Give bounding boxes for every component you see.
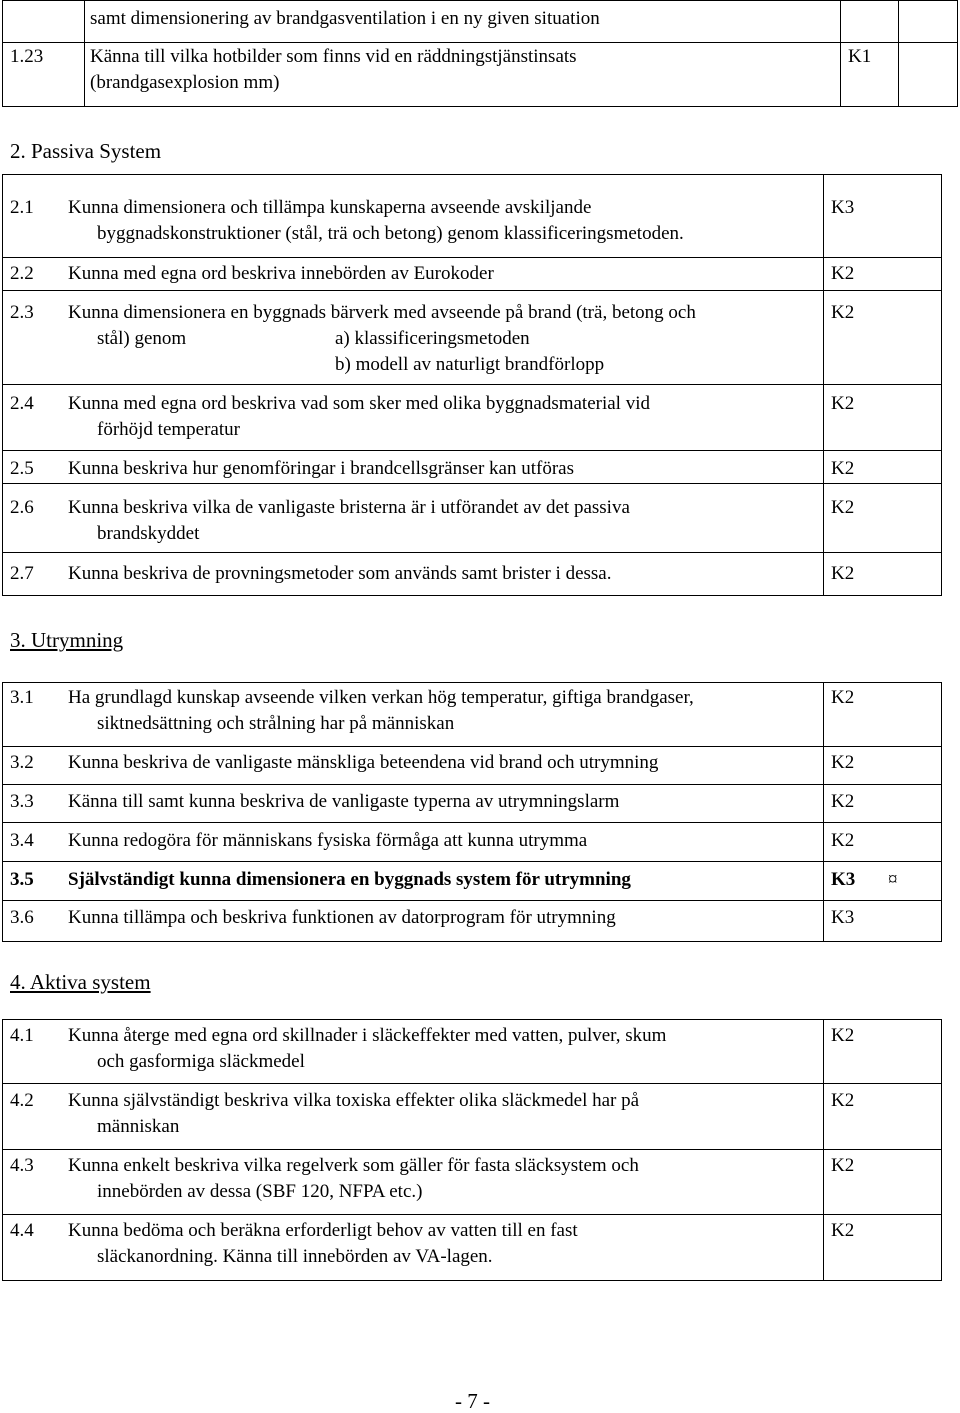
table-cell-text: Självständigt kunna dimensionera en byggnads system för utrymning xyxy=(68,869,631,890)
table-row-level: K2 xyxy=(831,1155,855,1176)
table-divider xyxy=(2,384,942,385)
table-cell-text: och gasformiga släckmedel xyxy=(97,1051,305,1072)
section-heading: 2. Passiva System xyxy=(10,139,162,163)
table-divider xyxy=(823,1019,824,1281)
table-row-id: 2.5 xyxy=(10,458,34,479)
table-divider xyxy=(2,1083,942,1084)
table-cell-text: Kunna beskriva vilka de vanligaste bristerna är i utförandet av det passiva xyxy=(68,497,630,518)
table-row-id: 3.3 xyxy=(10,791,34,812)
table-row-id: 3.6 xyxy=(10,907,34,928)
table-divider xyxy=(2,483,942,484)
table-divider xyxy=(840,0,841,107)
table-cell-text: Känna till vilka hotbilder som finns vid en räddningstjänstinsats xyxy=(90,46,577,67)
table-cell-text: brandskyddet xyxy=(97,523,200,544)
table-cell-text: Kunna dimensionera en byggnads bärverk med avseende på brand (trä, betong och xyxy=(68,302,696,323)
table-cell-text: innebörden av dessa (SBF 120, NFPA etc.) xyxy=(97,1181,423,1202)
table-divider xyxy=(2,552,942,553)
table-cell-text: Kunna bedöma och beräkna erforderligt behov av vatten till en fast xyxy=(68,1220,578,1241)
table-row-level: K2 xyxy=(831,497,855,518)
table-cell-text: Kunna dimensionera och tillämpa kunskaperna avseende avskiljande xyxy=(68,197,592,218)
table-divider xyxy=(2,784,942,785)
table-divider xyxy=(84,0,85,107)
table-row-id: 2.6 xyxy=(10,497,34,518)
table-row-id: 2.7 xyxy=(10,563,34,584)
table-row-level: K2 xyxy=(831,752,855,773)
table-cell-text: a) klassificeringsmetoden xyxy=(335,328,530,349)
table-row-id: 1.23 xyxy=(10,46,44,67)
table-cell-text: Kunna enkelt beskriva vilka regelverk som gäller för fasta släcksystem och xyxy=(68,1155,639,1176)
table-cell-text: Kunna med egna ord beskriva vad som sker med olika byggnadsmaterial vid xyxy=(68,393,650,414)
table-cell-text: Kunna självständigt beskriva vilka toxiska effekter olika släckmedel har på xyxy=(68,1090,640,1111)
table-cell-text: siktnedsättning och strålning har på människan xyxy=(97,713,455,734)
table-row-id: 4.2 xyxy=(10,1090,34,1111)
table-cell-text: Känna till samt kunna beskriva de vanligaste typerna av utrymningslarm xyxy=(68,791,620,812)
table-cell-text: (brandgasexplosion mm) xyxy=(90,72,280,93)
table-row-level: K2 xyxy=(831,302,855,323)
table-divider xyxy=(2,257,942,258)
table-row-id: 3.4 xyxy=(10,830,34,851)
table-cell-text: byggnadskonstruktioner (stål, trä och betong) genom klassificeringsmetoden. xyxy=(97,223,684,244)
table-cell-text: människan xyxy=(97,1116,180,1137)
table-divider xyxy=(2,822,942,823)
table-row-id: 2.4 xyxy=(10,393,34,414)
table-row-id: 2.1 xyxy=(10,197,34,218)
table-row-level: K2 xyxy=(831,830,855,851)
table-row-level: K3 xyxy=(831,907,855,928)
table-row-level: K3 xyxy=(831,869,856,890)
table-cell-text: Ha grundlagd kunskap avseende vilken verkan hög temperatur, giftiga brandgaser, xyxy=(68,687,694,708)
table-row-level: K2 xyxy=(831,563,855,584)
table-row-level: K3 xyxy=(831,197,855,218)
table-row-level: K2 xyxy=(831,1090,855,1111)
table-cell-text: samt dimensionering av brandgasventilation i en ny given situation xyxy=(90,8,600,29)
table-divider xyxy=(2,861,942,862)
table-divider xyxy=(2,42,958,43)
table-row-level: K2 xyxy=(831,263,855,284)
table-cell-text: b) modell av naturligt brandförlopp xyxy=(335,354,605,375)
table-row-id: 4.1 xyxy=(10,1025,34,1046)
table-divider xyxy=(2,290,942,291)
table-divider xyxy=(823,682,824,942)
table-row-level: K2 xyxy=(831,1025,855,1046)
table-divider xyxy=(898,0,899,107)
table-divider xyxy=(2,1149,942,1150)
table-row-level: K2 xyxy=(831,393,855,414)
table-row-id: 3.2 xyxy=(10,752,34,773)
table-cell-text: förhöjd temperatur xyxy=(97,419,240,440)
table-cell-text: Kunna beskriva de provningsmetoder som används samt brister i dessa. xyxy=(68,563,612,584)
table-divider xyxy=(2,450,942,451)
table-cell-text: Kunna beskriva hur genomföringar i brandcellsgränser kan utföras xyxy=(68,458,574,479)
section-heading: 4. Aktiva system xyxy=(10,970,151,994)
table-row-level: K2 xyxy=(831,791,855,812)
table-divider xyxy=(2,900,942,901)
table-cell-text: Kunna med egna ord beskriva innebörden av Eurokoder xyxy=(68,263,494,284)
table-row-id: 4.4 xyxy=(10,1220,34,1241)
page-number: - 7 - xyxy=(455,1389,490,1413)
table-row-id: 4.3 xyxy=(10,1155,34,1176)
table-cell-text: Kunna återge med egna ord skillnader i släckeffekter med vatten, pulver, skum xyxy=(68,1025,667,1046)
table-row-level: K1 xyxy=(848,46,872,67)
table-row-level: K2 xyxy=(831,1220,855,1241)
table-divider xyxy=(823,174,824,596)
table-cell-text: stål) genom xyxy=(97,328,187,349)
table-row-id: 3.5 xyxy=(10,869,34,890)
table-cell-text: Kunna redogöra för människans fysiska förmåga att kunna utrymma xyxy=(68,830,588,851)
table-cell-text: Kunna beskriva de vanligaste mänskliga beteendena vid brand och utrymning xyxy=(68,752,659,773)
section-heading: 3. Utrymning xyxy=(10,628,124,652)
table-row-id: 3.1 xyxy=(10,687,34,708)
table-cell-text: Kunna tillämpa och beskriva funktionen av datorprogram för utrymning xyxy=(68,907,616,928)
table-divider xyxy=(2,1214,942,1215)
table-row-id: 2.2 xyxy=(10,263,34,284)
table-cell-text: släckanordning. Känna till innebörden av VA-lagen. xyxy=(97,1246,493,1267)
table-row-level: K2 xyxy=(831,687,855,708)
currency-sign-mark: ¤ xyxy=(888,869,898,890)
table-row-level: K2 xyxy=(831,458,855,479)
table-row-id: 2.3 xyxy=(10,302,34,323)
table-divider xyxy=(2,746,942,747)
